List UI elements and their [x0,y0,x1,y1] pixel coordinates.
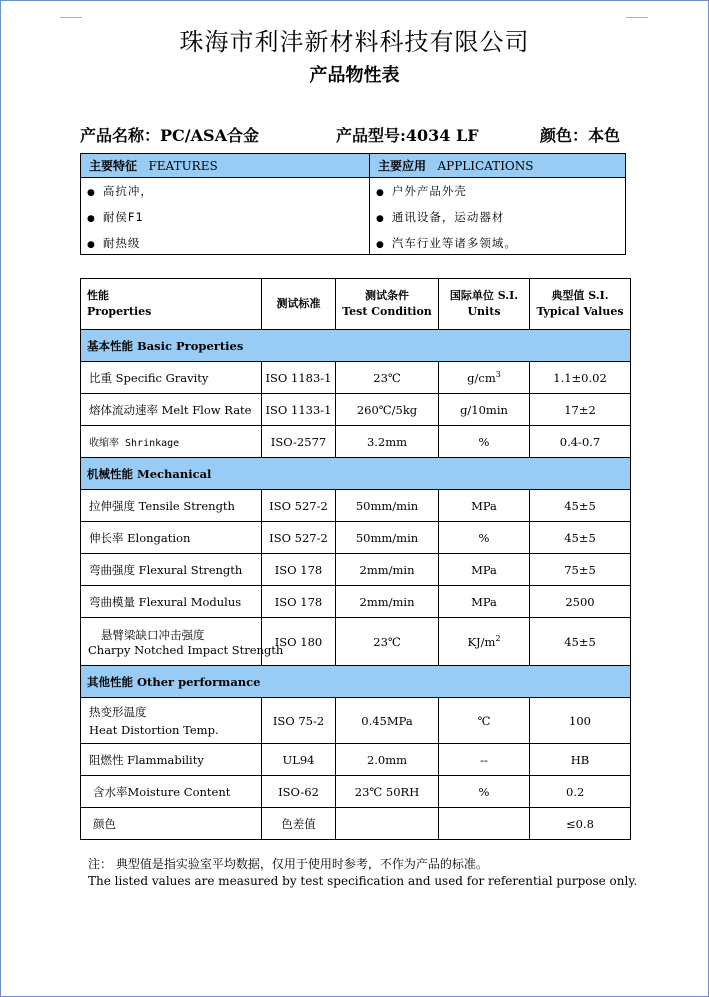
property-value: 75±5 [530,554,631,586]
property-standard: ISO 1133-1 [262,394,336,426]
applications-header [370,154,625,178]
property-standard: ISO 180 [262,618,336,666]
product-name: 产品名称：PC/ASA合金 [80,126,259,145]
section-row-mechanical [81,458,631,490]
property-name-cn: 热变形温度 [89,704,147,719]
applications-column [370,154,625,254]
feature-item-text: 高抗冲， [102,184,153,198]
property-condition [336,808,439,840]
property-condition: 0.45MPa [336,698,439,744]
property-standard: UL94 [262,744,336,776]
table-row [81,698,631,744]
property-standard: ISO-62 [262,776,336,808]
property-name [81,698,262,744]
header-standard: 测试标准 [262,279,336,330]
property-unit: MPa [439,586,530,618]
property-value: 2500 [530,586,631,618]
header-units-cn: 国际单位 S.I. [449,289,519,302]
property-unit: % [439,776,530,808]
section-other-label: 其他性能 Other performance [81,666,631,698]
property-condition: 2mm/min [336,586,439,618]
unit-sup: 2 [495,634,501,644]
table-row [81,744,631,776]
property-name: 含水率Moisture Content [81,776,262,808]
property-name: 收缩率 Shrinkage [81,426,262,458]
section-row-other [81,666,631,698]
property-unit: MPa [439,490,530,522]
header-typical-en: Typical Values [536,305,624,318]
features-applications-table [80,153,626,255]
property-name: 拉伸强度 Tensile Strength [81,490,262,522]
property-name: 弯曲模量 Flexural Modulus [81,586,262,618]
property-value: ≤0.8 [530,808,631,840]
property-name: 弯曲强度 Flexural Strength [81,554,262,586]
header-units [439,279,530,330]
property-name: 熔体流动速率 Melt Flow Rate [81,394,262,426]
table-row [81,776,631,808]
feature-item [81,230,369,256]
application-item [370,230,625,256]
property-name-cn: 悬臂梁缺口冲击强度 [101,627,205,642]
feature-item-text: 耐侯F1 [102,210,144,224]
bullet-icon: ● [87,214,96,224]
property-unit [439,618,530,666]
features-column [81,154,370,254]
bullet-icon: ● [376,214,385,224]
property-condition: 2mm/min [336,554,439,586]
application-item-text: 汽车行业等诸多领域。 [391,236,517,250]
property-unit [439,362,530,394]
feature-item [81,178,369,204]
header-properties [81,279,262,330]
bullet-icon: ● [87,188,96,198]
application-item-text: 户外产品外壳 [391,184,467,198]
property-condition: 50mm/min [336,522,439,554]
header-typical [530,279,631,330]
property-standard: 色差值 [262,808,336,840]
table-header-row [81,279,631,330]
features-header-en: FEATURES [148,159,218,173]
property-value: HB [530,744,631,776]
property-value: 45±5 [530,618,631,666]
property-unit: % [439,522,530,554]
property-unit [439,808,530,840]
bullet-icon: ● [87,240,96,250]
table-row [81,522,631,554]
application-item [370,178,625,204]
property-name: 阻燃性 Flammability [81,744,262,776]
property-unit: MPa [439,554,530,586]
applications-header-en: APPLICATIONS [437,159,534,173]
application-item-text: 通讯设备，运动器材 [391,210,505,224]
table-row [81,808,631,840]
feature-item-text: 耐热级 [102,236,141,250]
property-standard: ISO 178 [262,586,336,618]
header-typical-cn: 典型值 S.I. [551,289,609,302]
property-unit: ℃ [439,698,530,744]
unit-base: g/cm [467,370,496,385]
property-name: 比重 Specific Gravity [81,362,262,394]
property-condition: 23℃ [336,618,439,666]
property-name: 伸长率 Elongation [81,522,262,554]
table-row [81,394,631,426]
features-header-cn: 主要特征 [89,159,138,173]
table-row [81,362,631,394]
table-row [81,490,631,522]
property-value: 100 [530,698,631,744]
property-name [81,618,284,666]
header-properties-en: Properties [87,305,152,318]
bullet-icon: ● [376,188,385,198]
property-condition: 2.0mm [336,744,439,776]
product-model: 产品型号:4034 LF [336,126,479,145]
table-row [81,618,631,666]
property-unit: % [439,426,530,458]
property-standard: ISO 178 [262,554,336,586]
header-properties-cn: 性能 [87,289,109,302]
section-row-basic [81,330,631,362]
table-row [81,586,631,618]
property-standard: ISO 75-2 [262,698,336,744]
property-standard: ISO 527-2 [262,490,336,522]
product-color: 颜色：本色 [540,126,621,145]
note-chinese: 注： 典型值是指实验室平均数据，仅用于使用时参考，不作为产品的标准。 [88,857,488,871]
application-item [370,204,625,230]
property-condition: 3.2mm [336,426,439,458]
table-row [81,554,631,586]
table-row [81,426,631,458]
property-condition: 23℃ [336,362,439,394]
property-value: 0.2 [530,776,631,808]
header-condition [336,279,439,330]
property-unit: g/10min [439,394,530,426]
property-standard: ISO 1183-1 [262,362,336,394]
property-value: 0.4-0.7 [530,426,631,458]
property-standard: ISO-2577 [262,426,336,458]
property-standard: ISO 527-2 [262,522,336,554]
property-value: 45±5 [530,490,631,522]
property-unit: -- [439,744,530,776]
features-header [81,154,369,178]
unit-sup: 3 [495,370,501,380]
property-condition: 50mm/min [336,490,439,522]
property-name: 颜色 [81,808,262,840]
note-english: The listed values are measured by test specification and used for referential purpose only. [88,874,638,888]
header-condition-cn: 测试条件 [365,289,409,302]
unit-base: KJ/m [467,634,496,649]
corner-mark-left [60,17,82,18]
property-condition: 23℃ 50RH [336,776,439,808]
property-value: 1.1±0.02 [530,362,631,394]
section-mechanical-label: 机械性能 Mechanical [81,458,631,490]
property-value: 45±5 [530,522,631,554]
header-condition-en: Test Condition [342,305,432,318]
properties-table [80,278,631,840]
corner-mark-right [626,17,648,18]
header-units-en: Units [467,305,501,318]
document-title: 产品物性表 [309,65,400,86]
property-value: 17±2 [530,394,631,426]
feature-item [81,204,369,230]
bullet-icon: ● [376,240,385,250]
property-name-en: Heat Distortion Temp. [89,722,219,737]
applications-header-cn: 主要应用 [378,159,427,173]
property-condition: 260℃/5kg [336,394,439,426]
company-name: 珠海市利沣新材料科技有限公司 [179,28,530,56]
section-basic-label: 基本性能 Basic Properties [81,330,631,362]
property-name-en: Charpy Notched Impact Strength [88,642,284,657]
